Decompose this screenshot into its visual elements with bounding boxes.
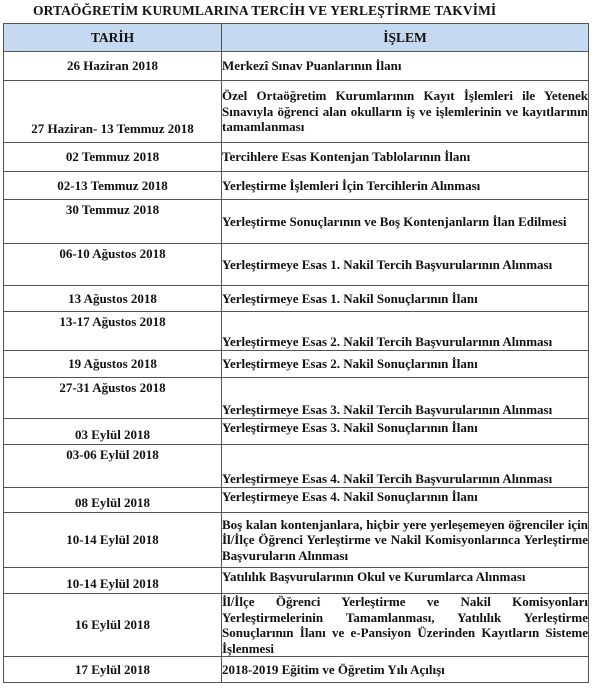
row-operation: Özel Ortaöğretim Kurumlarının Kayıt İşlemleri ile Yetenek Sınavıyla öğrenci alan okulların iş ve işlemlerinin ve kayıtlarının tamamlanması [222,81,589,143]
table-row [4,594,589,657]
row-date: 10-14 Eylül 2018 [4,513,222,568]
row-operation: İl/İlçe Öğrenci Yerleştirme ve Nakil Komisyonları Yerleştirmelerinin Tamamlanması, Yatılılık Yerleştirme Sonuçlarının İlanı ve e-Pansiyon Üzerinden Kayıtların Sisteme İşlenmesi [222,594,588,656]
row-date: 02 Temmuz 2018 [4,143,222,172]
table-row [4,488,589,513]
row-operation: Yerleştirmeye Esas 4. Nakil Tercih Başvurularının Alınması [222,445,589,488]
row-date: 17 Eylül 2018 [4,657,222,683]
table-row [4,568,589,594]
row-date: 02-13 Temmuz 2018 [4,172,222,200]
row-operation: Yatılılık Başvurularının Okul ve Kurumlarca Alınması [222,568,589,594]
table-header-row [4,24,589,52]
row-operation: Tercihlere Esas Kontenjan Tablolarının İlanı [222,143,589,172]
table-row [4,445,589,488]
row-operation: Yerleştirmeye Esas 1. Nakil Tercih Başvurularının Alınması [222,244,589,286]
row-operation: Yerleştirmeye Esas 4. Nakil Sonuçlarının İlanı [222,488,589,513]
row-operation: Yerleştirmeye Esas 3. Nakil Tercih Başvurularının Alınması [222,378,589,419]
row-operation: Yerleştirme Sonuçlarının ve Boş Kontenjanların İlan Edilmesi [222,200,589,244]
table-row [4,172,589,200]
table-row [4,351,589,378]
row-operation: Merkezî Sınav Puanlarının İlanı [222,52,589,81]
row-operation: Yerleştirmeye Esas 1. Nakil Sonuçlarının İlanı [222,286,589,312]
table-row [4,419,589,445]
row-date: 03 Eylül 2018 [4,419,222,445]
row-operation: 2018-2019 Eğitim ve Öğretim Yılı Açılışı [222,657,589,683]
row-date: 27-31 Ağustos 2018 [4,378,222,419]
table-row [4,312,589,351]
row-operation: Yerleştirmeye Esas 3. Nakil Sonuçlarının İlanı [222,419,589,445]
column-header-date: TARİH [4,24,222,52]
row-date: 10-14 Eylül 2018 [4,568,222,594]
table-row [4,81,589,143]
table-row [4,286,589,312]
table-row [4,378,589,419]
document-title: ORTAÖĞRETİM KURUMLARINA TERCİH VE YERLEŞTİRME TAKVİMİ [33,3,497,18]
table-row [4,52,589,81]
row-operation: Yerleştirmeye Esas 2. Nakil Sonuçlarının İlanı [222,351,589,378]
row-date: 06-10 Ağustos 2018 [4,244,222,286]
row-date: 08 Eylül 2018 [4,488,222,513]
table-row [4,513,589,568]
table-row [4,657,589,683]
row-date: 30 Temmuz 2018 [4,200,222,244]
row-date: 16 Eylül 2018 [4,594,222,657]
schedule-table [3,23,589,683]
row-date: 27 Haziran- 13 Temmuz 2018 [4,81,222,143]
row-date: 03-06 Eylül 2018 [4,445,222,488]
row-operation: Yerleştirme İşlemleri İçin Tercihlerin Alınması [222,172,589,200]
row-operation: Yerleştirmeye Esas 2. Nakil Tercih Başvurularının Alınması [222,312,589,351]
table-row [4,244,589,286]
row-date: 19 Ağustos 2018 [4,351,222,378]
table-row [4,200,589,244]
row-date: 13-17 Ağustos 2018 [4,312,222,351]
table-row [4,143,589,172]
row-date: 13 Ağustos 2018 [4,286,222,312]
column-header-operation: İŞLEM [222,24,589,52]
row-date: 26 Haziran 2018 [4,52,222,81]
row-operation: Boş kalan kontenjanlara, hiçbir yere yerleşemeyen öğrenciler için İl/İlçe Öğrenci Yerleştirme ve Nakil Komisyonlarınca Yerleştirme Başvuruların Alınması [222,513,589,568]
